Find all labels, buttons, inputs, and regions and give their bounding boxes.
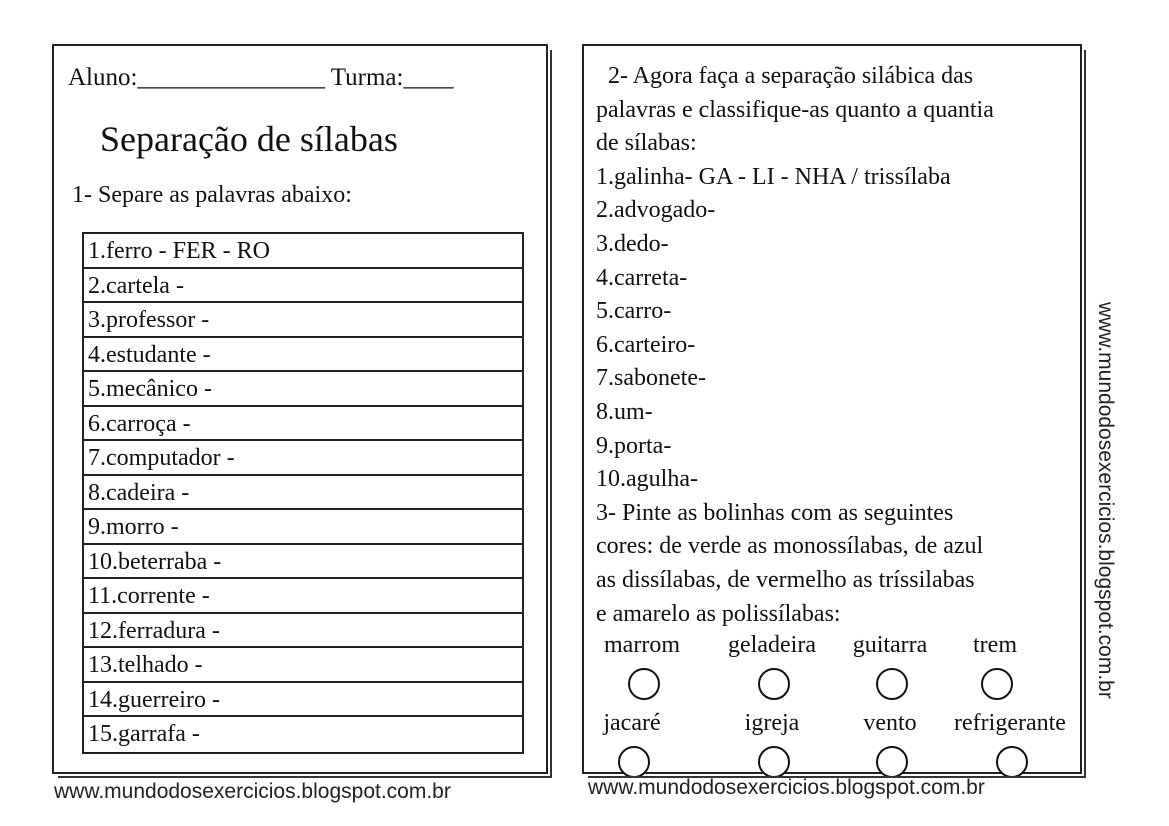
- syllable-item: 5.carro-: [596, 298, 672, 325]
- syllable-item: 10.agulha-: [596, 466, 698, 493]
- circle-word-label: guitarra: [852, 632, 928, 658]
- word-row: 5.mecânico -: [84, 372, 522, 407]
- word-row: 9.morro -: [84, 510, 522, 545]
- word-row: 15.garrafa -: [88, 721, 200, 747]
- syllable-item: 3.dedo-: [596, 230, 669, 257]
- worksheet-title: Separação de sílabas: [100, 119, 398, 159]
- word-row: 4.estudante -: [84, 338, 522, 373]
- word-table: [82, 232, 524, 754]
- coloring-circle[interactable]: [876, 746, 908, 778]
- coloring-circle[interactable]: [876, 668, 908, 700]
- word-row: 10.beterraba -: [84, 545, 522, 580]
- syllable-item: 2.advogado-: [596, 197, 716, 224]
- circle-word-label: igreja: [744, 710, 800, 736]
- circle-word-label: geladeira: [728, 632, 816, 658]
- word-row: 6.carroça -: [84, 407, 522, 442]
- coloring-circle[interactable]: [628, 668, 660, 700]
- circle-word-label: trem: [973, 632, 1017, 658]
- word-row: 12.ferradura -: [84, 614, 522, 649]
- circle-row: [596, 706, 1066, 784]
- syllable-item: 7.sabonete-: [596, 365, 706, 392]
- coloring-circle[interactable]: [758, 746, 790, 778]
- right-text-block: [596, 60, 1076, 631]
- student-class-line: Aluno:_______________ Turma:____: [68, 64, 454, 91]
- circle-word-label: jacaré: [603, 710, 661, 736]
- word-row: 2.cartela -: [84, 269, 522, 304]
- circle-row: [596, 628, 1066, 706]
- coloring-circle[interactable]: [758, 668, 790, 700]
- coloring-circle[interactable]: [981, 668, 1013, 700]
- question-3-line: 3- Pinte as bolinhas com as seguintes: [596, 499, 954, 526]
- syllable-item: 6.carteiro-: [596, 331, 696, 358]
- right-worksheet: [582, 44, 1082, 774]
- word-row: 7.computador -: [84, 441, 522, 476]
- question-2-line: 2- Agora faça a separação silábica das: [608, 63, 974, 89]
- question-3-line: e amarelo as polissílabas:: [596, 600, 841, 627]
- word-row: 8.cadeira -: [84, 476, 522, 511]
- side-url-vertical: www.mundodosexercicios.blogspot.com.br: [1094, 302, 1117, 699]
- question-1-instructions: 1- Separe as palavras abaixo:: [72, 182, 352, 208]
- syllable-item: 9.porta-: [596, 432, 672, 459]
- word-row: 3.professor -: [84, 303, 522, 338]
- circle-word-label: marrom: [604, 632, 680, 658]
- syllable-item: 4.carreta-: [596, 264, 688, 291]
- coloring-circles-grid: [596, 628, 1066, 784]
- word-row: 11.corrente -: [84, 579, 522, 614]
- word-row: 14.guerreiro -: [84, 683, 522, 718]
- syllable-item: 1.galinha- GA - LI - NHA / trissílaba: [596, 163, 951, 190]
- question-2-line: palavras e classifique-as quanto a quantia: [596, 96, 994, 123]
- syllable-item: 8.um-: [596, 398, 653, 425]
- question-2-line: de sílabas:: [596, 130, 697, 157]
- syllable-items-list: [596, 161, 1076, 497]
- coloring-circle[interactable]: [618, 746, 650, 778]
- circle-word-label: refrigerante: [954, 710, 1066, 736]
- question-3-line: as dissílabas, de vermelho as tríssilabas: [596, 566, 975, 593]
- circle-word-label: vento: [863, 710, 917, 736]
- footer-url-left: www.mundodosexercicios.blogspot.com.br: [54, 780, 451, 803]
- word-row: 1.ferro - FER - RO: [84, 234, 522, 269]
- coloring-circle[interactable]: [996, 746, 1028, 778]
- question-3-line: cores: de verde as monossílabas, de azul: [596, 533, 984, 560]
- word-row: 13.telhado -: [84, 648, 522, 683]
- left-worksheet: [52, 44, 548, 774]
- footer-url-right: www.mundodosexercicios.blogspot.com.br: [588, 776, 985, 799]
